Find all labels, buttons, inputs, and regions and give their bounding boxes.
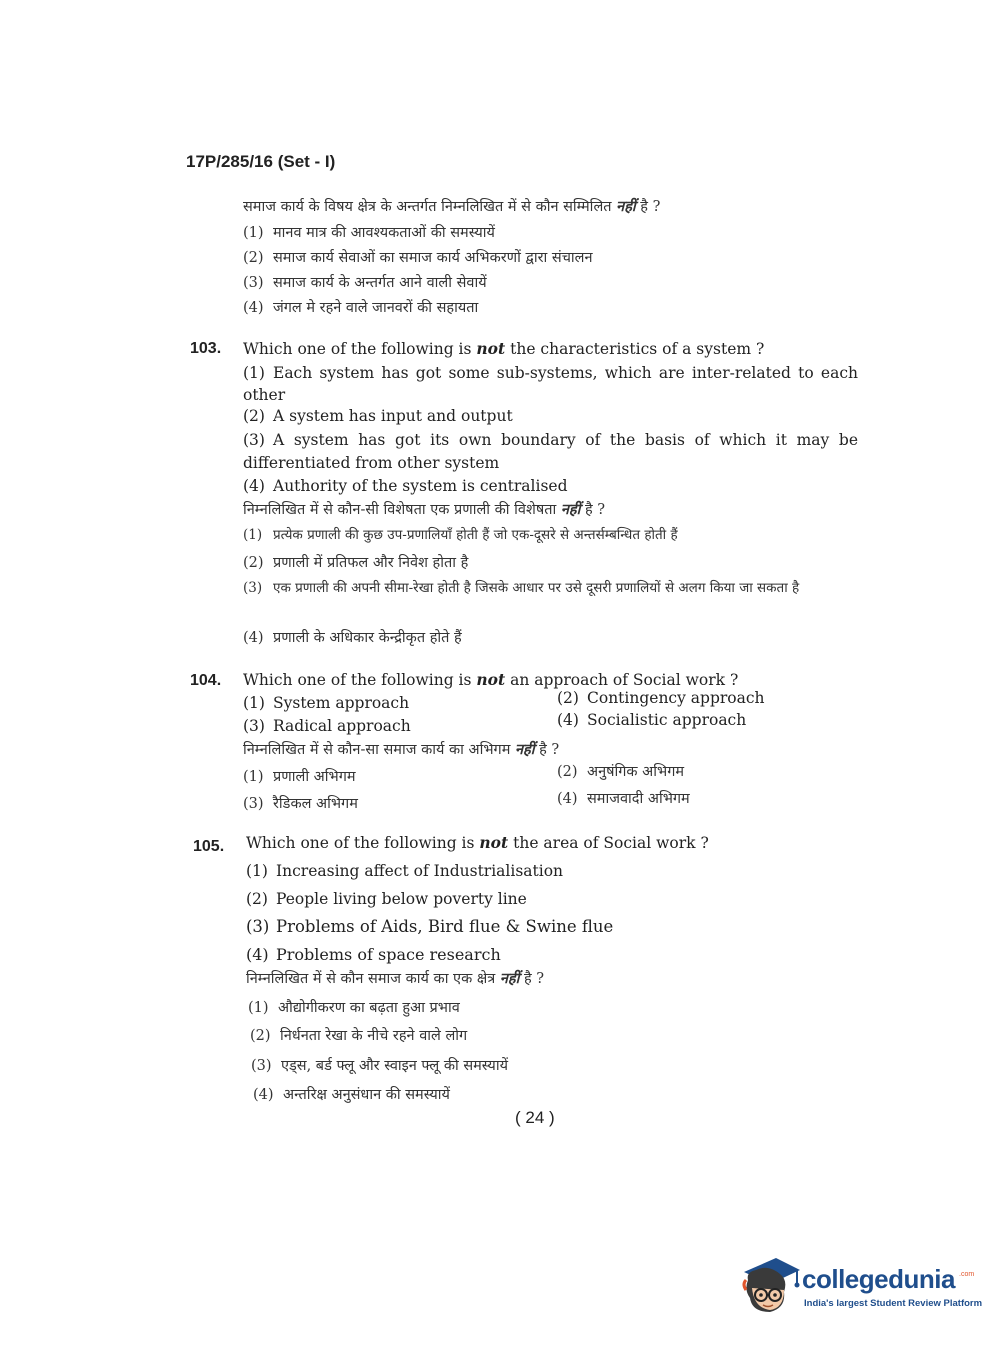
q103-hindi-option: (4) प्रणाली के अधिकार केन्द्रीकृत होते हैं <box>243 630 462 646</box>
q103-hindi-option: (3) एक प्रणाली की अपनी सीमा-रेखा होती है जिसके आधार पर उसे दूसरी प्रणालियों से अलग किया जा सकता है <box>243 580 800 596</box>
logo-tagline: India's largest Student Review Platform <box>804 1298 983 1309</box>
q104-question: Which one of the following is not an approach of Social work ? <box>243 670 739 689</box>
q104-option: (1) System approach <box>243 694 410 712</box>
q103-option: (3) A system has got its own boundary of the basis of which it may be differentiated from other system <box>243 431 858 472</box>
q103-hindi-option: (2) प्रणाली में प्रतिफल और निवेश होता है <box>243 555 469 571</box>
q104-hindi-option: (2) अनुषंगिक अभिगम <box>557 764 685 780</box>
q105-hindi-option: (3) एड्स, बर्ड फ्लू और स्वाइन फ्लू की समस्यायें <box>251 1058 509 1074</box>
q105-option: (1) Increasing affect of Industrialisation <box>246 862 564 880</box>
q104-option: (2) Contingency approach <box>557 689 765 707</box>
q102-hindi-question: समाज कार्य के विषय क्षेत्र के अन्तर्गत निम्नलिखित में से कौन सम्मिलित नहीं है ? <box>243 198 661 215</box>
logo-wordmark: collegedunia <box>802 1264 955 1294</box>
q102-hindi-option: (4) जंगल मे रहने वाले जानवरों की सहायता <box>243 300 479 316</box>
q102-hindi-option: (1) मानव मात्र की आवश्यकताओं की समस्यायें <box>243 225 495 241</box>
q105-question: Which one of the following is not the area of Social work ? <box>246 833 709 852</box>
q103-question: Which one of the following is not the characteristics of a system ? <box>243 339 765 358</box>
logo-suffix: .com <box>959 1271 975 1278</box>
q105-hindi-question: निम्नलिखित में से कौन समाज कार्य का एक क्षेत्र नहीं है ? <box>246 970 545 987</box>
q103-option: (2) A system has input and output <box>243 407 513 425</box>
q104-hindi-option: (4) समाजवादी अभिगम <box>557 791 690 807</box>
q105-option: (4) Problems of space research <box>246 945 501 964</box>
paper-code: 17P/285/16 (Set - I) <box>186 152 336 171</box>
q105-number: 105. <box>193 838 225 855</box>
q104-hindi-question: निम्नलिखित में से कौन-सा समाज कार्य का अभिगम नहीं है ? <box>243 741 560 758</box>
q105-hindi-option: (2) निर्धनता रेखा के नीचे रहने वाले लोग <box>250 1028 468 1044</box>
q104-option: (3) Radical approach <box>243 717 411 735</box>
q105-hindi-option: (4) अन्तरिक्ष अनुसंधान की समस्यायें <box>253 1087 450 1103</box>
q103-hindi-question: निम्नलिखित में से कौन-सी विशेषता एक प्रणाली की विशेषता नहीं है ? <box>243 501 606 518</box>
q104-hindi-option: (3) रैडिकल अभिगम <box>243 796 358 812</box>
q105-option: (2) People living below poverty line <box>246 890 527 908</box>
q104-hindi-option: (1) प्रणाली अभिगम <box>243 769 356 785</box>
q103-option: (4) Authority of the system is centralised <box>243 477 568 495</box>
page-number: ( 24 ) <box>515 1108 555 1127</box>
mascot-icon <box>740 1250 802 1320</box>
q102-hindi-option: (2) समाज कार्य सेवाओं का समाज कार्य अभिकरणों द्वारा संचालन <box>243 250 593 266</box>
q104-option: (4) Socialistic approach <box>557 711 747 729</box>
q105-option: (3) Problems of Aids, Bird flue & Swine flue <box>246 917 614 936</box>
q105-hindi-option: (1) औद्योगीकरण का बढ़ता हुआ प्रभाव <box>248 1000 460 1016</box>
q103-hindi-option: (1) प्रत्येक प्रणाली की कुछ उप-प्रणालियाँ होती हैं जो एक-दूसरे से अन्तर्सम्बन्धित होती हैं <box>243 527 678 543</box>
q102-hindi-option: (3) समाज कार्य के अन्तर्गत आने वाली सेवायें <box>243 275 487 291</box>
collegedunia-logo <box>740 1250 983 1320</box>
q104-number: 104. <box>190 672 222 689</box>
q103-number: 103. <box>190 340 222 357</box>
q103-option: (1) Each system has got some sub-systems, which are inter-related to each other <box>243 364 858 404</box>
